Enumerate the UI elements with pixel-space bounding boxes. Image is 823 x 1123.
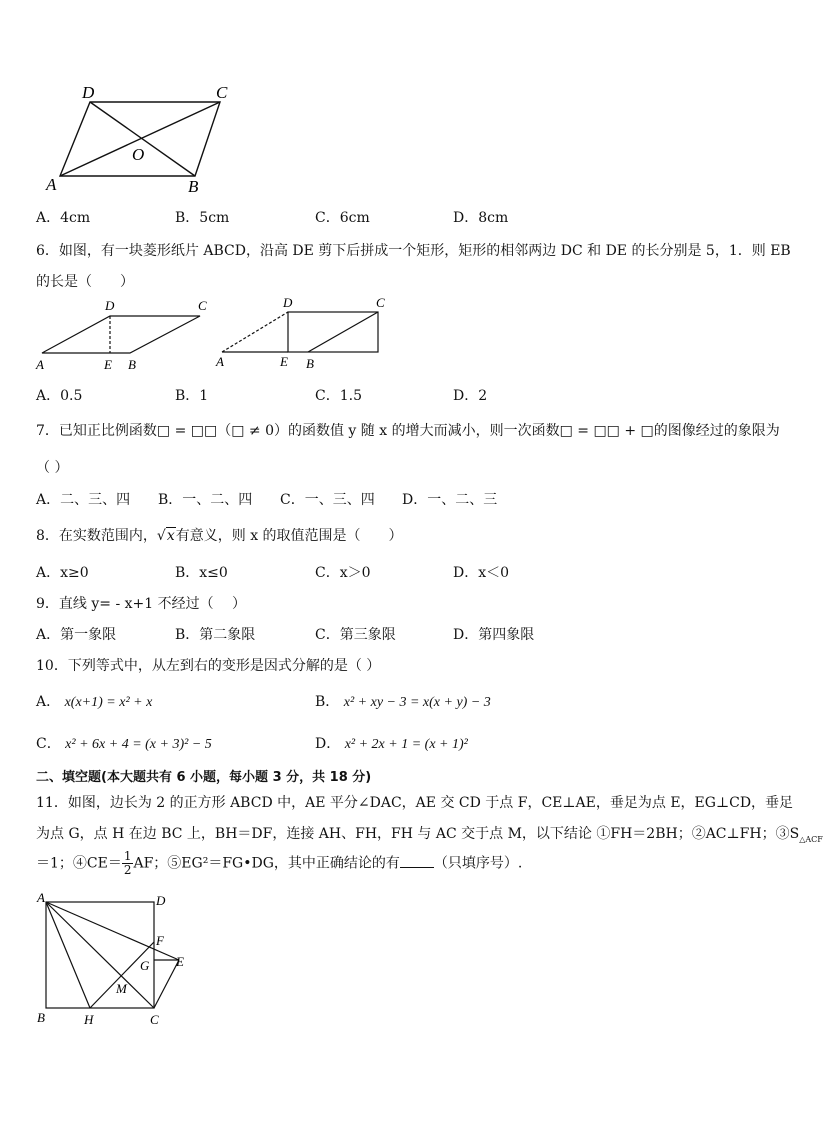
q6-stem-line1: 6．如图，有一块菱形纸片 ABCD，沿高 DE 剪下后拼成一个矩形，矩形的相邻两边 DC 和 DE 的长分别是 5，1．则 EB [36,243,791,259]
q7-stem-line2: （ ） [36,460,69,476]
q10-expr-c: x² + 6x + 4 = (x + 3)² − 5 [65,737,212,752]
square-figure [34,890,204,1030]
q7-option-d: D．一、二、三 [402,492,498,508]
q9-stem: 9．直线 y= - x+1 不经过（ ） [36,596,247,612]
q10-option-a: A． x(x+1) = x² + x [36,694,153,710]
fig11-label-D: D [156,893,166,908]
q8-stem [36,525,403,545]
fig11-label-H: H [84,1012,94,1027]
q6-option-d: D．2 [453,388,488,404]
fig11-label-C: C [150,1012,159,1027]
fig6b-label-B: B [306,356,314,371]
fig1-label-C: C [216,83,228,102]
q8-option-b: B．x≤0 [175,565,228,581]
q8-prefix: 8．在实数范围内， [36,528,157,544]
q8-suffix: 有意义，则 x 的取值范围是（ ） [175,528,403,544]
q10-expr-d: x² + 2x + 1 = (x + 1)² [344,737,468,752]
q7-option-c: C．一、三、四 [280,492,375,508]
answer-blank[interactable] [400,855,434,868]
q10-expr-b: x² + xy − 3 = x(x + y) − 3 [343,695,491,710]
sqrt-x: √x [156,528,175,544]
fig11-label-B: B [37,1010,45,1025]
fraction-one-half: $\frac{1}{2}$ [123,849,132,877]
fig6b-label-A: A [216,354,224,369]
fig1-label-D: D [82,83,95,102]
parallelogram-figure [40,78,240,198]
rectangle-figure [210,292,400,372]
fig6a-label-E: E [104,357,112,372]
q11-area-subscript: △ACF [799,834,823,844]
fig11-label-F: F [156,933,164,948]
q5-option-b: B．5cm [175,210,230,226]
fig11-label-M: M [116,981,127,996]
q5-option-a: A．4cm [36,210,91,226]
q5-option-c: C．6cm [315,210,370,226]
q11-stem-line3: ＝1；④CE＝ $\frac{1}{2}$ AF；⑤EG²＝FG•DG，其中正确结论的有 （只填序号）. [36,849,523,877]
q6-option-c: C．1.5 [315,388,362,404]
q10-expr-a: x(x+1) = x² + x [64,695,153,710]
q10-option-b: B． x² + xy − 3 = x(x + y) − 3 [315,694,491,710]
q9-option-d: D．第四象限 [453,627,535,643]
fig6b-label-E: E [280,354,288,369]
q6-stem-line2: 的长是（ ） [36,274,134,290]
fig11-label-E: E [176,954,184,969]
fig6a-label-D: D [105,298,115,313]
q8-option-c: C．x＞0 [315,565,371,581]
q6-option-a: A．0.5 [36,388,83,404]
q9-option-c: C．第三象限 [315,627,396,643]
fig6a-label-C: C [198,298,207,313]
q7-option-a: A．二、三、四 [36,492,131,508]
q9-option-b: B．第二象限 [175,627,256,643]
fig1-label-O: O [132,145,145,164]
fig6b-label-C: C [376,295,385,310]
q8-option-a: A．x≥0 [36,565,89,581]
q10-stem: 10．下列等式中，从左到右的变形是因式分解的是（ ） [36,658,381,674]
q10-option-c: C． x² + 6x + 4 = (x + 3)² − 5 [36,736,212,752]
q8-option-d: D．x＜0 [453,565,510,581]
q11-stem-line1: 11．如图，边长为 2 的正方形 ABCD 中，AE 平分∠DAC，AE 交 CD 于点 F，CE⊥AE，垂足为点 E，EG⊥CD，垂足 [36,795,794,811]
q9-option-a: A．第一象限 [36,627,117,643]
fig11-label-G: G [140,958,150,973]
q6-option-b: B．1 [175,388,209,404]
section-heading-fill-in: 二、填空题(本大题共有 6 小题，每小题 3 分，共 18 分) [36,770,372,785]
fig11-label-A: A [37,890,45,905]
q7-stem-line1: 7．已知正比例函数□ = □□（□ ≠ 0）的函数值 y 随 x 的增大而减小，则一次函数□ = □□ + □的图像经过的象限为 [36,423,780,439]
fig1-label-B: B [188,177,199,196]
fig6b-label-D: D [283,295,293,310]
rhombus-figure [30,296,220,376]
q10-option-d: D． x² + 2x + 1 = (x + 1)² [315,736,468,752]
fig6a-label-B: B [128,357,136,372]
q5-option-d: D．8cm [453,210,509,226]
fig1-label-A: A [46,175,57,194]
q11-stem-line2: 为点 G，点 H 在边 BC 上，BH＝DF，连接 AH、FH，FH 与 AC 交于点 M，以下结论 ①FH＝2BH；②AC⊥FH；$③S_{\triangle ACF}$ [36,826,823,844]
fig6a-label-A: A [36,357,44,372]
q7-option-b: B．一、二、四 [158,492,253,508]
